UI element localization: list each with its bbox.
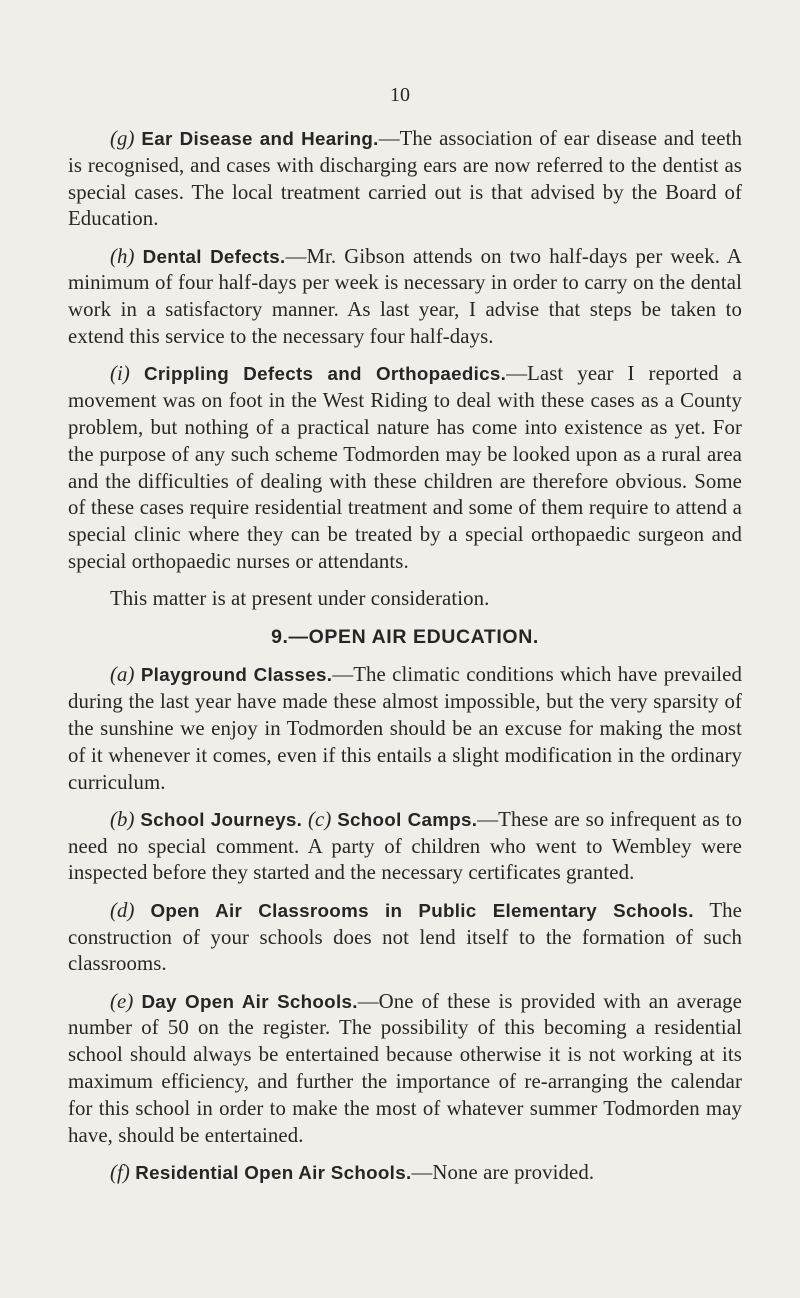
item-text: —Mr. Gibson attends on two half-days per week. A minimum of four half-days per week is necessary in order to carry on the dental work in a satisfactory manner. As last year, I advise that steps be taken to extend this service to the necessary four half-days.	[68, 244, 742, 349]
item-text: —The climatic conditions which have prevailed during the last year have made these almost impossible, but the very sparsity of the sunshine we enjoy in Todmorden should be an excuse for making the most of it whenever it comes, even if this entails a slight modification in the ordinary curriculum.	[68, 663, 742, 794]
paragraph-consideration	[68, 586, 742, 613]
item-text: —These are so infrequent as to need no special comment. A party of children who went to Wembley were inspected before they started and the necessary certificates granted.	[68, 807, 742, 885]
paragraph-playground-classes	[68, 662, 742, 796]
item-label: (e)	[110, 989, 134, 1013]
item-heading: Ear Disease and Hearing.	[141, 128, 379, 149]
item-label: (i)	[110, 362, 130, 386]
item-heading: Dental Defects.	[142, 245, 286, 267]
item-text: —One of these is provided with an average number of 50 on the register. The possibility of this becoming a residential school should always be entertained because otherwise it is not working at its maximum efficiency, and further the importance of re-arranging the calendar for this school in order to make the most of whatever summer Todmorden may have, should be entertained.	[68, 989, 742, 1147]
item-text: The construction of your schools does not lend itself to the formation of such classrooms.	[68, 898, 742, 976]
item-label: (g)	[110, 127, 135, 150]
paragraph-residential-schools	[68, 1160, 742, 1187]
page-number: 10	[390, 84, 410, 106]
item-label: (b)	[110, 807, 135, 831]
item-label: (d)	[110, 898, 135, 922]
paragraph-crippling-defects	[68, 361, 742, 575]
paragraph-dental-defects	[68, 244, 742, 351]
item-label: (a)	[110, 663, 135, 687]
item-text: —The association of ear disease and teeth is recognised, and cases with discharging ears are now referred to the dentist as special cases. The local treatment carried out is that advised by the Board of Education.	[68, 127, 742, 231]
item-heading: Residential Open Air Schools.	[135, 1161, 412, 1183]
document-body	[68, 126, 742, 1197]
item-heading: School Journeys.	[140, 808, 303, 830]
item-heading: School Camps.	[337, 808, 478, 830]
item-label: (f)	[110, 1160, 130, 1184]
paragraph-school-journeys	[68, 807, 742, 887]
item-heading: Open Air Classrooms in Public Elementary Schools.	[150, 899, 694, 921]
item-text: —None are provided.	[411, 1160, 595, 1184]
item-heading: Crippling Defects and Orthopaedics.	[143, 363, 507, 385]
item-text: This matter is at present under consideration.	[110, 587, 490, 611]
paragraph-open-air-classrooms	[68, 898, 742, 978]
item-heading: Playground Classes.	[140, 664, 333, 686]
item-text: —Last year I reported a movement was on foot in the West Riding to deal with these cases as a County problem, but nothing of a practical nature has come into existence as yet. For the purpose of any such scheme Todmorden may be looked upon as a rural area and the difficulties of dealing with these children are therefore obvious. Some of these cases require residential treatment and some of them require to attend a special clinic where they can be treated by a special orthopaedic surgeon and special orthopaedic nurses or attendants.	[68, 362, 742, 573]
paragraph-day-open-air-schools	[68, 989, 742, 1150]
item-heading: Day Open Air Schools.	[141, 990, 358, 1012]
section-heading: 9.—OPEN AIR EDUCATION.	[271, 625, 539, 648]
item-label: (c)	[308, 807, 332, 831]
item-label: (h)	[110, 244, 135, 268]
paragraph-ear-disease	[68, 126, 742, 233]
